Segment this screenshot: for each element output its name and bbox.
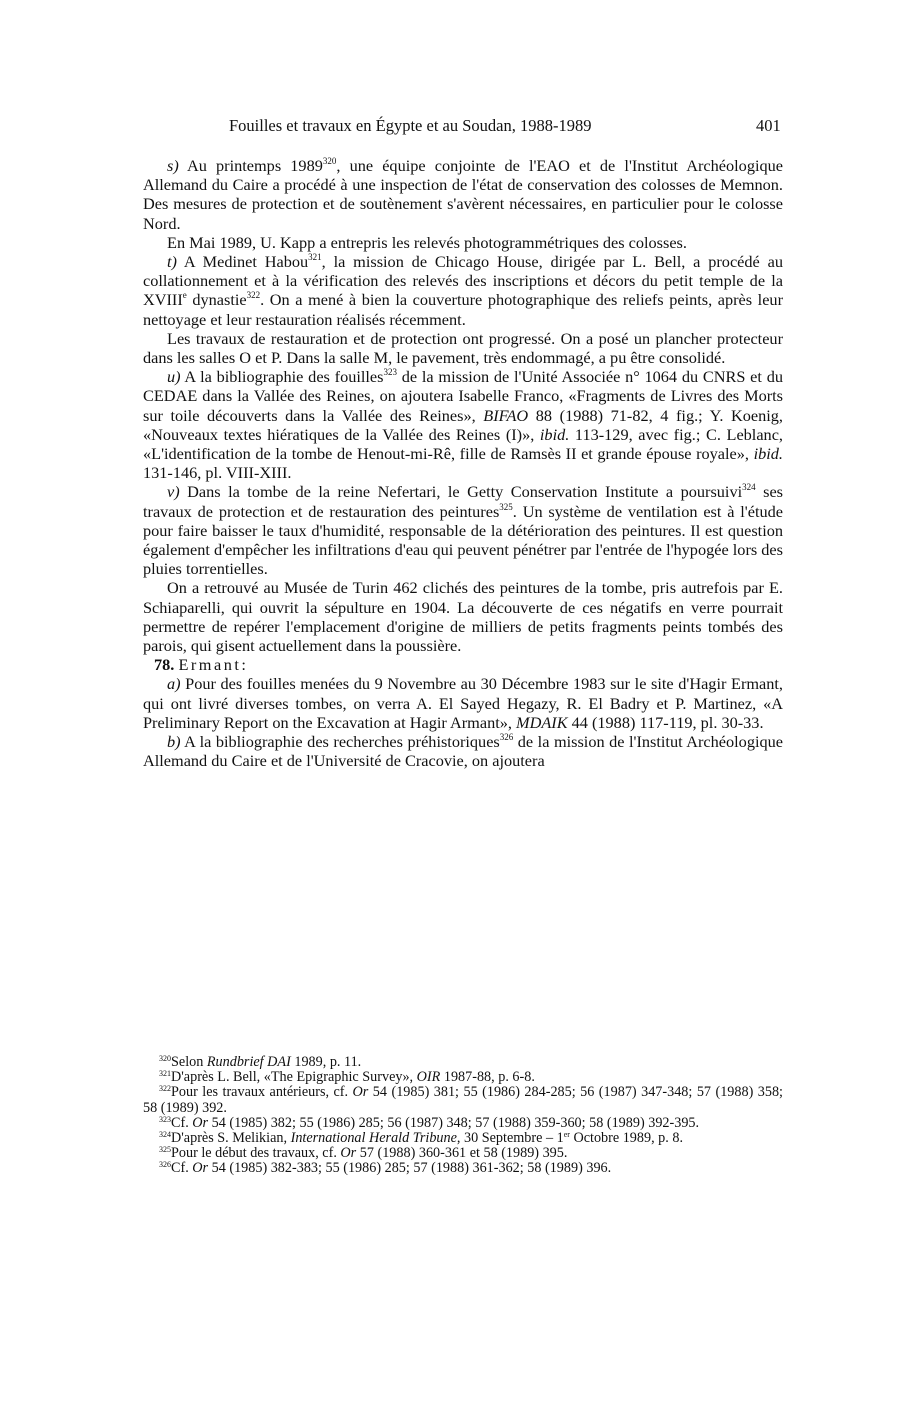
paragraph-t: t) A Medinet Habou$^{321}$, la mission de Chicago House, dirigée par L. Bell, a procédé au collationnement et à la vérification des relevés des inscriptions et décors du petit temple de la XVIIIe dynastie$^{322}$. On a mené à bien la couverture photographique des reliefs peints, après leur nettoyage et leur restauration réalisés récemment. — [143, 252, 783, 329]
paragraph-s: s) Au printemps 1989$^{320}$, une équipe conjointe de l'EAO et de l'Institut Archéologique Allemand du Caire a procédé à une inspection de l'état de conservation des colosses de Memnon. Des mesures de protection et de soutènement s'avèrent nécessaires, en particulier pour le colosse Nord. — [143, 156, 783, 233]
item-letter: v) — [167, 482, 180, 502]
running-title: Fouilles et travaux en Égypte et au Soudan, 1988-1989 — [229, 116, 592, 135]
paragraph-b: b) A la bibliographie des recherches préhistoriques$^{326}$ de la mission de l'Institut Archéologique Allemand du Caire et de l'Université de Cracovie, on ajoutera — [143, 732, 783, 771]
section-number: 78. — [154, 655, 175, 675]
paragraph-v: v) Dans la tombe de la reine Nefertari, le Getty Conservation Institute a poursuivi$^{324}$ ses travaux de protection et de restauration des peintures$^{325}$. Un système de ventilation est à l'étude pour faire baisser le taux d'humidité, responsable de la détérioration des peintures. Il est question également d'empêcher les infiltrations d'eau qui peuvent pénétrer par l'entrée de l'hypogée lors des pluies torrentielles. — [143, 482, 784, 579]
footnote: $^{320}$Selon Rundbrief DAI 1989, p. 11. — [159, 1054, 362, 1070]
footnotes — [143, 1055, 783, 1177]
paragraph-a: a) Pour des fouilles menées du 9 Novembre au 30 Décembre 1983 sur le site d'Hagir Ermant, qui ont livré diverses tombes, on verra A. El Sayed Hegazy, R. El Badry et P. Martinez, «A Preliminary Report on the Excavation at Hagir Armant», MDAIK 44 (1988) 117-119, pl. 30-33. — [143, 674, 783, 732]
footnote: $^{322}$Pour les travaux antérieurs, cf. Or 54 (1985) 381; 55 (1986) 284-285; 56 (1987) 347-348; 57 (1988) 358; 58 (1989) 392. — [143, 1084, 784, 1116]
footnote: $^{323}$Cf. Or 54 (1985) 382; 55 (1986) 285; 56 (1987) 348; 57 (1988) 359-360; 58 (1989) 392-395. — [159, 1114, 700, 1131]
footnote-ref: 323 — [383, 367, 397, 378]
footnote-ref: 321 — [308, 252, 322, 263]
journal-title: BIFAO — [483, 405, 529, 425]
item-letter: u) — [167, 367, 181, 387]
item-letter: a) — [167, 674, 181, 694]
footnote: $^{321}$D'après L. Bell, «The Epigraphic Survey», OIR 1987-88, p. 6-8. — [159, 1069, 535, 1086]
running-header — [0, 116, 906, 140]
footnote-ref: 324 — [742, 482, 756, 493]
paragraph-kapp: En Mai 1989, U. Kapp a entrepris les relevés photogrammétriques des colosses. — [167, 232, 687, 252]
paragraph-turin: On a retrouvé au Musée de Turin 462 clichés des peintures de la tombe, pris autrefois par E. Schiaparelli, qui ouvrit la sépulture en 1904. La découverte de ces négatifs en verre pourrait permettre de repérer l'emplacement d'origine de milliers de petits fragments peints tombés des parois, qui gisent actuellement dans la poussière. — [143, 578, 783, 656]
ibid: ibid. — [753, 444, 783, 464]
item-letter: b) — [167, 732, 181, 752]
ordinal-superscript: e — [182, 290, 187, 301]
section-label: Ermant: — [178, 655, 249, 675]
footnote-ref: 326 — [499, 732, 514, 743]
footnote-ref: 320 — [322, 156, 337, 166]
item-letter: t) — [167, 252, 177, 272]
section-heading-78 — [143, 655, 783, 674]
page-number: 401 — [756, 116, 781, 135]
ibid: ibid. — [539, 424, 570, 444]
footnote: $^{324}$D'après S. Melikian, International Herald Tribune, 30 Septembre – 1er Octobre 1989, p. 8. — [159, 1130, 683, 1147]
journal-title: MDAIK — [516, 712, 568, 732]
item-letter: s) — [167, 156, 179, 175]
footnote: $^{325}$Pour le début des travaux, cf. Or 57 (1988) 360-361 et 58 (1989) 395. — [159, 1145, 568, 1162]
footnote: $^{326}$Cf. Or 54 (1985) 382-383; 55 (1986) 285; 57 (1988) 361-362; 58 (1989) 396. — [159, 1160, 612, 1177]
paragraph-u: u) A la bibliographie des fouilles$^{323}$ de la mission de l'Unité Associée n° 1064 du CNRS et du CEDAE dans la Vallée des Reines, on ajoutera Isabelle Franco, «Fragments de Livres des Morts sur toile découverts dans la Vallée des Reines», BIFAO 88 (1988) 71-82, 4 fig.; Y. Koenig, «Nouveaux textes hiératiques de la Vallée des Reines (I)», ibid. 113-129, avec fig.; C. Leblanc, «L'identification de la tombe de Henout-mi-Rê, fille de Ramsès II et grande épouse royale», ibid. 131-146, pl. VIII-XIII. — [143, 367, 783, 483]
paragraph-travaux: Les travaux de restauration et de protection ont progressé. On a posé un plancher protecteur dans les salles O et P. Dans la salle M, le pavement, très endommagé, a pu être consolidé. — [143, 328, 783, 368]
footnote-ref: 322 — [246, 290, 261, 301]
main-text — [143, 156, 783, 771]
footnote-ref: 325 — [499, 501, 513, 512]
